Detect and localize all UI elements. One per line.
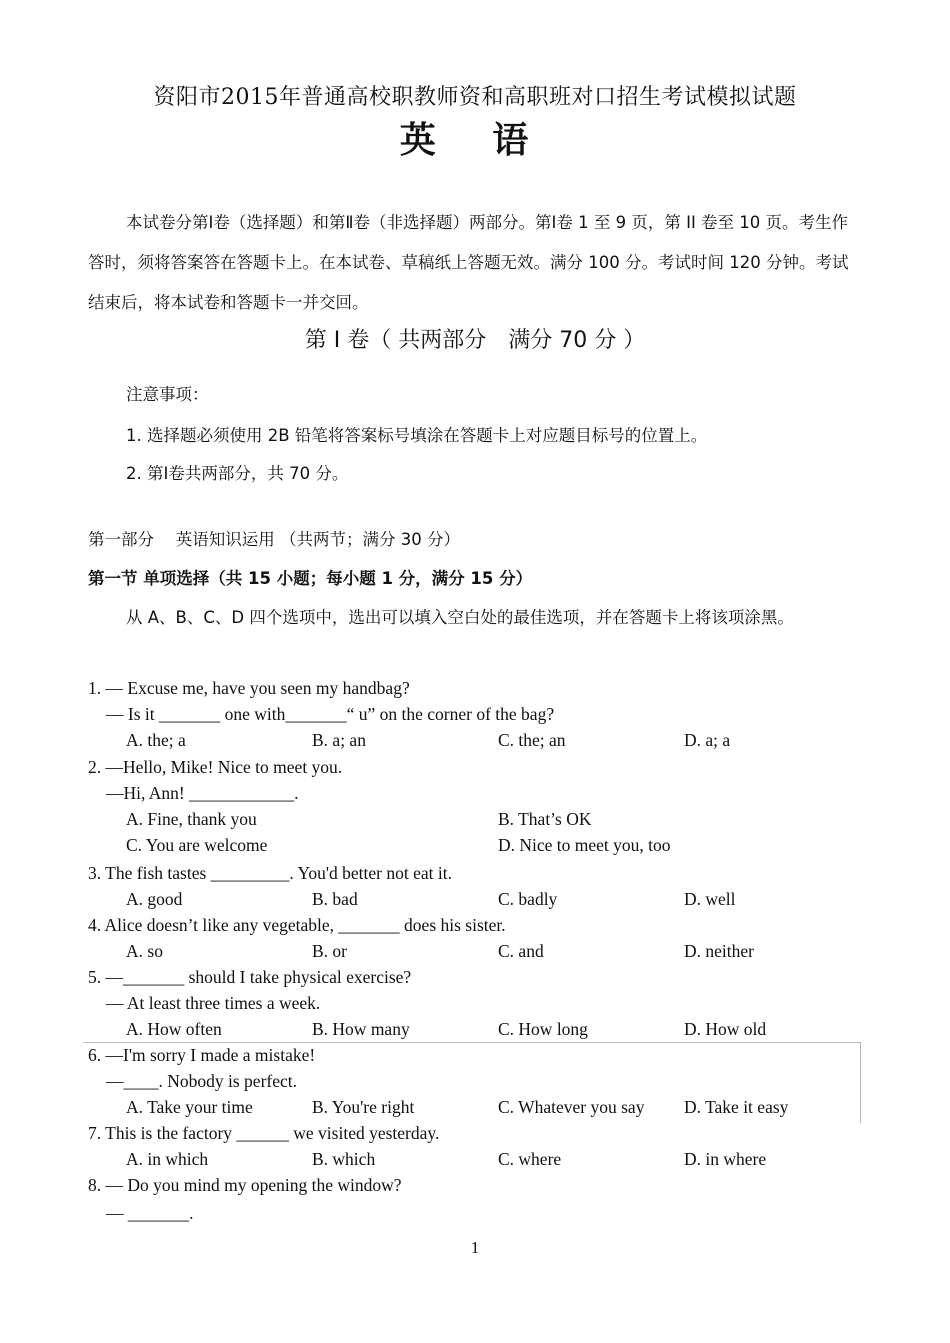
option-a: A. How often	[126, 1019, 222, 1039]
question-1	[88, 675, 870, 753]
answer-options	[88, 806, 870, 832]
option-a: A. good	[126, 889, 183, 909]
subject-title: 英 语	[399, 120, 551, 161]
question-line: — _______.	[106, 1203, 194, 1223]
notice-item: 1. 选择题必须使用 2B 铅笔将答案标号填涂在答题卡上对应题目标号的位置上。	[126, 426, 708, 445]
notice-heading: 注意事项：	[126, 385, 209, 404]
option-c: C. badly	[498, 889, 558, 909]
option-b: B. bad	[312, 889, 358, 909]
option-a: A. Take your time	[126, 1097, 253, 1117]
notice-item: 2. 第Ⅰ卷共两部分，共 70 分。	[126, 464, 349, 483]
question-5	[88, 964, 870, 1042]
question-line: —____. Nobody is perfect.	[106, 1071, 298, 1091]
option-c: C. where	[498, 1149, 562, 1169]
question-stem: 7. This is the factory ______ we visited yesterday.	[88, 1123, 440, 1143]
answer-options	[88, 1094, 870, 1120]
option-b: B. How many	[312, 1019, 410, 1039]
question-7	[88, 1120, 870, 1172]
answer-options	[88, 1016, 870, 1042]
option-c: C. Whatever you say	[498, 1097, 645, 1117]
option-a: A. in which	[126, 1149, 209, 1169]
option-d: D. well	[684, 889, 736, 909]
option-a: A. Fine, thank you	[126, 809, 257, 829]
answer-options	[88, 727, 870, 753]
question-stem: 8. — Do you mind my opening the window?	[88, 1175, 402, 1195]
option-a: A. the; a	[126, 730, 186, 750]
option-b: B. You're right	[312, 1097, 415, 1117]
option-b: B. That’s OK	[498, 809, 592, 829]
answer-options	[88, 886, 870, 912]
option-d: D. Take it easy	[684, 1097, 789, 1117]
exam-title: 资阳市2015年普通高校职教师资和高职班对口招生考试模拟试题	[153, 85, 797, 110]
section-instruction: 从 A、B、C、D 四个选项中，选出可以填入空白处的最佳选项，并在答题卡上将该项涂黑。	[126, 608, 794, 627]
question-stem: 2. —Hello, Mike! Nice to meet you.	[88, 757, 343, 777]
question-3	[88, 860, 870, 912]
option-b: B. a; an	[312, 730, 366, 750]
option-c: C. You are welcome	[126, 835, 268, 855]
question-4	[88, 912, 870, 964]
option-c: C. How long	[498, 1019, 588, 1039]
option-a: A. so	[126, 941, 163, 961]
question-stem: 6. —I'm sorry I made a mistake!	[88, 1045, 316, 1065]
question-stem: 4. Alice doesn’t like any vegetable, _______ does his sister.	[88, 915, 506, 935]
option-d: D. Nice to meet you, too	[498, 835, 671, 855]
option-d: D. in where	[684, 1149, 767, 1169]
part-heading: 第一部分 英语知识运用 （共两节；满分 30 分）	[88, 530, 460, 549]
option-c: C. and	[498, 941, 544, 961]
option-d: D. neither	[684, 941, 754, 961]
volume-heading: 第 Ⅰ 卷（ 共两部分 满分 70 分 ）	[304, 328, 646, 353]
answer-options	[88, 938, 870, 964]
question-line: — Is it _______ one with_______“ u” on the corner of the bag?	[106, 704, 555, 724]
question-stem: 1. — Excuse me, have you seen my handbag?	[88, 678, 410, 698]
section-heading: 第一节 单项选择（共 15 小题；每小题 1 分，满分 15 分）	[88, 569, 533, 588]
intro-paragraph: 本试卷分第Ⅰ卷（选择题）和第Ⅱ卷（非选择题）两部分。第Ⅰ卷 1 至 9 页，第 II 卷至 10 页。考生作答时，须将答案答在答题卡上。在本试卷、草稿纸上答题无效。满分 100 分。考试时间 120 分钟。考试结束后，将本试卷和答题卡一并交回。	[88, 213, 849, 312]
question-line: — At least three times a week.	[106, 993, 321, 1013]
question-line: —Hi, Ann! ____________.	[106, 783, 299, 803]
page-number: 1	[470, 1238, 480, 1257]
question-6	[88, 1042, 870, 1120]
question-2	[88, 754, 870, 858]
option-b: B. or	[312, 941, 347, 961]
question-stem: 5. —_______ should I take physical exercise?	[88, 967, 412, 987]
option-b: B. which	[312, 1149, 376, 1169]
option-d: D. a; a	[684, 730, 731, 750]
option-d: D. How old	[684, 1019, 767, 1039]
answer-options	[88, 1146, 870, 1172]
question-stem: 3. The fish tastes _________. You'd better not eat it.	[88, 863, 452, 883]
option-c: C. the; an	[498, 730, 566, 750]
question-8	[88, 1172, 870, 1226]
answer-options	[88, 832, 870, 858]
